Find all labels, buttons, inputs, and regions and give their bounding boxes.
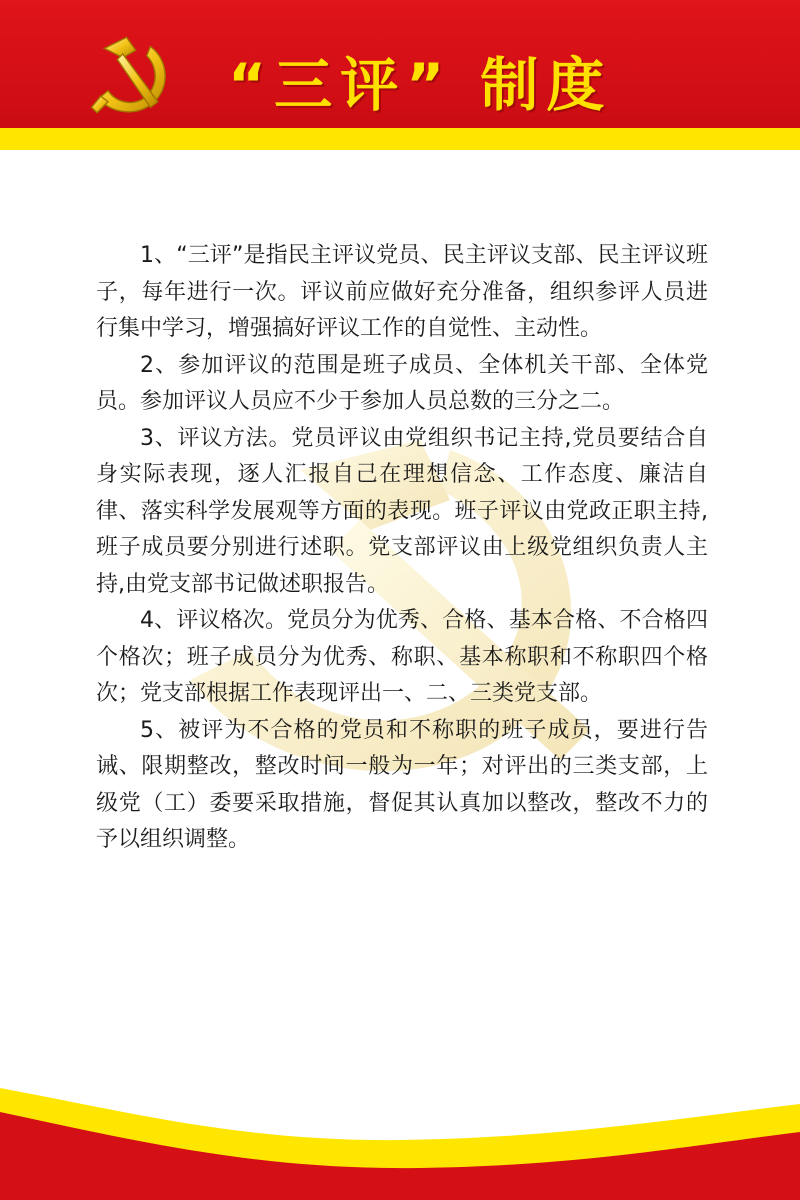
paragraph-4: 4、评议格次。党员分为优秀、合格、基本合格、不合格四个格次；班子成员分为优秀、称职、基本称职和不称职四个格次；党支部根据工作表现评出一、二、三类党支部。 [96,608,708,706]
paragraph-5: 5、被评为不合格的党员和不称职的班子成员，要进行告诫、限期整改，整改时间一般为一年；对评出的三类支部，上级党（工）委要采取措施，督促其认真加以整改，整改不力的予以组织调整。 [96,717,708,852]
paragraph-2: 2、参加评议的范围是班子成员、全体机关干部、全体党员。参加评议人员应不少于参加人员总数的三分之二。 [96,352,708,414]
hammer-and-sickle-icon [86,30,178,122]
bottom-decorative-wave [0,1060,800,1200]
regulation-text [96,238,708,859]
paragraph-3: 3、评议方法。党员评议由党组织书记主持,党员要结合自身实际表现，逐人汇报自己在理想信念、工作态度、廉洁自律、落实科学发展观等方面的表现。班子评议由党政正职主持,班子成员要分别进行述职。党支部评议由上级党组织负责人主持,由党支部书记做述职报告。 [96,425,708,597]
paragraph-1: 1、“三评”是指民主评议党员、民主评议支部、民主评议班子，每年进行一次。评议前应做好充分准备，组织参评人员进行集中学习，增强搞好评议工作的自觉性、主动性。 [96,243,708,341]
header-yellow-stripe [0,128,800,150]
page-title: “三评” 制度 [228,51,613,119]
